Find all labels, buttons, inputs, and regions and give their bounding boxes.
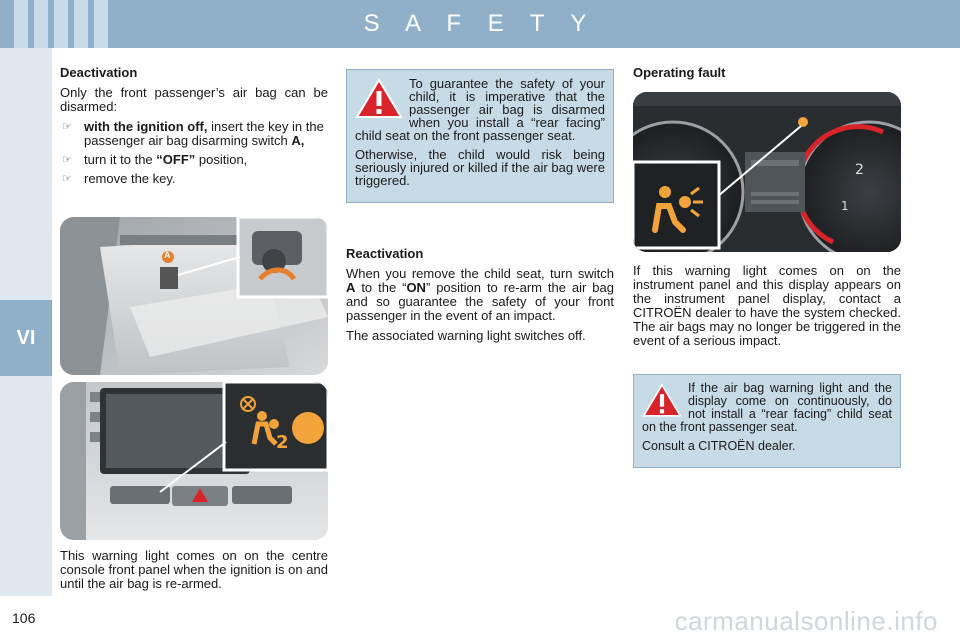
child-seat-warning-box — [346, 69, 614, 203]
instrument-panel-photo — [633, 92, 901, 252]
page-number: 106 — [12, 610, 36, 626]
list-item: ☞ with the ignition off, insert the key in the passenger air bag disarming switch A, — [62, 119, 324, 148]
operating-fault-section — [633, 66, 901, 86]
operating-fault-body — [633, 264, 901, 354]
svg-text:2: 2 — [855, 162, 864, 178]
chapter-tab[interactable]: VI — [0, 300, 52, 376]
deactivation-intro: Only the front passenger’s air bag can be disarmed: — [60, 85, 328, 114]
operating-fault-heading: Operating fault — [633, 65, 726, 80]
page-header — [0, 0, 960, 48]
child-seat-warning-text: To guarantee the safety of your child, it is imperative that the passenger air bag is disarmed when you install a “rear facing” child seat on the front passenger seat. — [355, 76, 605, 143]
svg-text:2: 2 — [276, 432, 289, 453]
photo-caption: This warning light comes on on the centre console front panel when the ignition is on and until the air bag is re-armed. — [60, 548, 328, 591]
deactivation-heading: Deactivation — [60, 65, 138, 80]
continuous-warning-text: If the air bag warning light and the display come on continuously, do not install a “rear facing” child seat on the front passenger seat. — [642, 381, 892, 434]
airbag-off-warning-icon — [236, 394, 296, 454]
list-item: ☞ turn it to the “OFF” position, — [62, 152, 248, 167]
airbag-switch-photo — [60, 217, 328, 375]
consult-dealer-text: Consult a CITROËN dealer. — [642, 439, 796, 453]
reactivation-section — [346, 247, 614, 349]
list-item: ☞ remove the key. — [62, 171, 176, 186]
pointing-hand-icon: ☞ — [62, 154, 72, 166]
page-title: S A F E T Y — [363, 10, 597, 37]
reactivation-heading: Reactivation — [346, 246, 424, 261]
reactivation-lamp-off: The associated warning light switches off. — [346, 328, 586, 343]
svg-text:1: 1 — [841, 199, 849, 213]
warning-triangle-icon — [355, 77, 403, 119]
pointing-hand-icon: ☞ — [62, 173, 72, 185]
pointing-hand-icon: ☞ — [62, 121, 72, 133]
left-rail-bottom — [0, 376, 52, 596]
switch-a-label: A — [164, 250, 171, 260]
reactivation-text: When you remove the child seat, turn switch A to the “ON” position to re-arm the air bag and so guarantee the safety of your front passenger in the event of an impact. — [346, 266, 614, 323]
deactivation-steps — [60, 120, 328, 186]
centre-console-photo — [60, 382, 328, 540]
operating-fault-text: If this warning light comes on on the instrument panel and this display appears on the instrument panel display, contact a CITROËN dealer to have the system checked. The air bags may no longer be triggered in the event of a serious impact. — [633, 263, 901, 348]
airbag-warning-lamp-icon — [641, 172, 711, 242]
left-rail — [0, 48, 52, 300]
continuous-warning-box — [633, 374, 901, 468]
warning-triangle-icon — [642, 382, 682, 418]
child-seat-warning-risk: Otherwise, the child would risk being seriously injured or killed if the air bag were triggered. — [355, 147, 605, 188]
deactivation-section — [60, 66, 328, 191]
watermark: carmanualsonline.info — [674, 606, 938, 636]
